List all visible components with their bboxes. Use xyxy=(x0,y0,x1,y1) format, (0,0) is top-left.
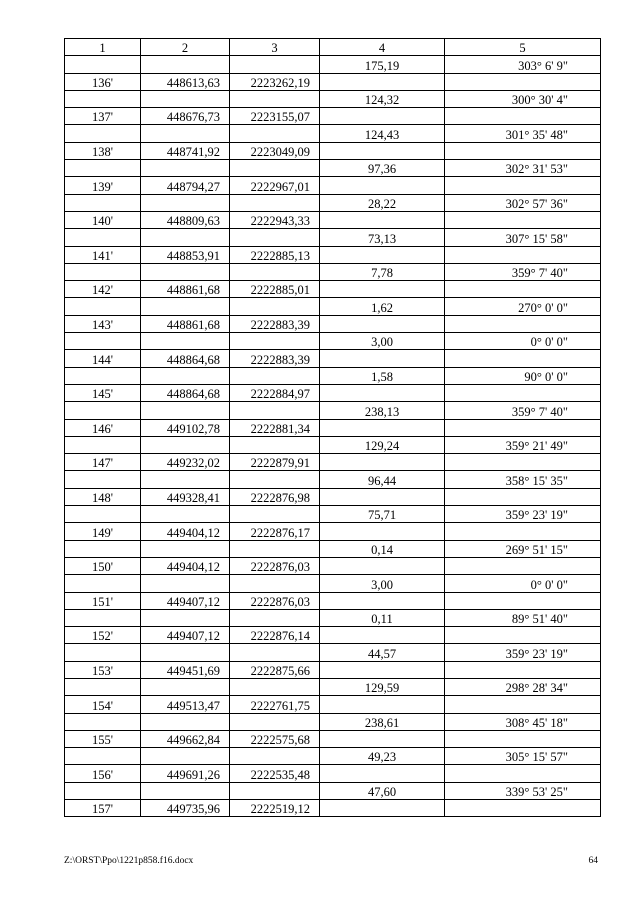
cell-x: 449407,12 xyxy=(141,627,230,644)
header-cell-point: 1 xyxy=(65,39,141,56)
cell-y xyxy=(230,194,320,211)
cell-point xyxy=(65,644,141,661)
cell-point: 155' xyxy=(65,730,141,747)
table-row xyxy=(65,575,601,592)
table-row xyxy=(65,211,601,228)
cell-point: 137' xyxy=(65,108,141,125)
table-row xyxy=(65,488,601,505)
cell-y: 2222883,39 xyxy=(230,350,320,367)
cell-point xyxy=(65,402,141,419)
table-row xyxy=(65,713,601,730)
cell-point xyxy=(65,90,141,107)
cell-x xyxy=(141,125,230,142)
cell-bearing xyxy=(445,108,601,125)
cell-x: 449735,96 xyxy=(141,800,230,817)
cell-x xyxy=(141,540,230,557)
cell-point xyxy=(65,333,141,350)
cell-distance xyxy=(320,177,445,194)
cell-y: 2223049,09 xyxy=(230,142,320,159)
cell-y xyxy=(230,782,320,799)
cell-distance xyxy=(320,592,445,609)
cell-x: 448676,73 xyxy=(141,108,230,125)
cell-x: 448864,68 xyxy=(141,350,230,367)
cell-y: 2223155,07 xyxy=(230,108,320,125)
cell-y xyxy=(230,506,320,523)
cell-point: 139' xyxy=(65,177,141,194)
cell-point xyxy=(65,160,141,177)
cell-y xyxy=(230,367,320,384)
cell-point: 149' xyxy=(65,523,141,540)
cell-x: 448613,63 xyxy=(141,73,230,90)
cell-bearing: 308° 45' 18" xyxy=(445,713,601,730)
cell-x: 449451,69 xyxy=(141,661,230,678)
cell-bearing: 301° 35' 48" xyxy=(445,125,601,142)
cell-distance: 129,24 xyxy=(320,436,445,453)
cell-x: 449691,26 xyxy=(141,765,230,782)
table-row xyxy=(65,263,601,280)
cell-x xyxy=(141,263,230,280)
cell-bearing: 0° 0' 0" xyxy=(445,333,601,350)
table-row xyxy=(65,730,601,747)
cell-point: 157' xyxy=(65,800,141,817)
cell-distance: 1,58 xyxy=(320,367,445,384)
cell-distance: 238,13 xyxy=(320,402,445,419)
cell-point xyxy=(65,367,141,384)
cell-bearing xyxy=(445,730,601,747)
cell-y xyxy=(230,575,320,592)
table-row xyxy=(65,661,601,678)
cell-bearing xyxy=(445,627,601,644)
cell-distance: 44,57 xyxy=(320,644,445,661)
cell-x: 448861,68 xyxy=(141,281,230,298)
header-cell-bearing: 5 xyxy=(445,39,601,56)
table-row xyxy=(65,281,601,298)
table-row xyxy=(65,402,601,419)
cell-bearing xyxy=(445,73,601,90)
table-row xyxy=(65,436,601,453)
cell-y xyxy=(230,125,320,142)
cell-point: 138' xyxy=(65,142,141,159)
cell-distance xyxy=(320,627,445,644)
cell-x xyxy=(141,609,230,626)
cell-bearing: 269° 51' 15" xyxy=(445,540,601,557)
cell-point xyxy=(65,263,141,280)
cell-bearing: 307° 15' 58" xyxy=(445,229,601,246)
cell-distance xyxy=(320,765,445,782)
cell-x xyxy=(141,506,230,523)
cell-y: 2222885,13 xyxy=(230,246,320,263)
cell-y: 2222875,66 xyxy=(230,661,320,678)
table-row xyxy=(65,592,601,609)
cell-bearing: 359° 7' 40" xyxy=(445,263,601,280)
table-row xyxy=(65,748,601,765)
cell-distance xyxy=(320,73,445,90)
table-row xyxy=(65,782,601,799)
table-row xyxy=(65,384,601,401)
cell-x xyxy=(141,402,230,419)
cell-x xyxy=(141,575,230,592)
table-row xyxy=(65,627,601,644)
cell-bearing xyxy=(445,419,601,436)
cell-distance: 1,62 xyxy=(320,298,445,315)
cell-bearing xyxy=(445,557,601,574)
table-row xyxy=(65,471,601,488)
cell-y xyxy=(230,56,320,73)
cell-x xyxy=(141,782,230,799)
table-row xyxy=(65,765,601,782)
cell-point: 148' xyxy=(65,488,141,505)
cell-point: 150' xyxy=(65,557,141,574)
cell-point xyxy=(65,575,141,592)
cell-bearing: 303° 6' 9" xyxy=(445,56,601,73)
table-row xyxy=(65,108,601,125)
cell-distance: 129,59 xyxy=(320,678,445,695)
cell-bearing xyxy=(445,696,601,713)
cell-point xyxy=(65,436,141,453)
cell-y: 2222881,34 xyxy=(230,419,320,436)
cell-x: 449662,84 xyxy=(141,730,230,747)
cell-bearing: 89° 51' 40" xyxy=(445,609,601,626)
cell-x xyxy=(141,194,230,211)
table-row xyxy=(65,367,601,384)
cell-distance: 7,78 xyxy=(320,263,445,280)
cell-y xyxy=(230,298,320,315)
cell-x: 449513,47 xyxy=(141,696,230,713)
cell-distance xyxy=(320,661,445,678)
cell-x: 448861,68 xyxy=(141,315,230,332)
cell-x xyxy=(141,471,230,488)
table-row xyxy=(65,696,601,713)
cell-point xyxy=(65,748,141,765)
cell-distance: 175,19 xyxy=(320,56,445,73)
cell-y: 2222885,01 xyxy=(230,281,320,298)
cell-distance: 3,00 xyxy=(320,575,445,592)
cell-distance: 97,36 xyxy=(320,160,445,177)
cell-y xyxy=(230,540,320,557)
cell-x xyxy=(141,436,230,453)
cell-x xyxy=(141,56,230,73)
cell-y xyxy=(230,748,320,765)
cell-point xyxy=(65,56,141,73)
cell-distance xyxy=(320,419,445,436)
table-row xyxy=(65,523,601,540)
cell-y: 2222876,03 xyxy=(230,592,320,609)
cell-point: 144' xyxy=(65,350,141,367)
cell-y xyxy=(230,713,320,730)
cell-point: 140' xyxy=(65,211,141,228)
footer-file-path: Z:\ORST\Ppo\1221p858.f16.docx xyxy=(64,856,194,866)
cell-distance xyxy=(320,800,445,817)
cell-bearing xyxy=(445,315,601,332)
cell-y: 2222943,33 xyxy=(230,211,320,228)
cell-distance: 0,11 xyxy=(320,609,445,626)
cell-distance: 3,00 xyxy=(320,333,445,350)
cell-point xyxy=(65,194,141,211)
cell-bearing xyxy=(445,592,601,609)
cell-x: 449232,02 xyxy=(141,454,230,471)
table-body xyxy=(65,56,601,817)
cell-bearing xyxy=(445,177,601,194)
cell-distance: 75,71 xyxy=(320,506,445,523)
cell-y: 2222876,03 xyxy=(230,557,320,574)
cell-distance xyxy=(320,696,445,713)
cell-point xyxy=(65,678,141,695)
cell-y xyxy=(230,263,320,280)
cell-distance xyxy=(320,488,445,505)
cell-y: 2222883,39 xyxy=(230,315,320,332)
cell-y: 2222876,14 xyxy=(230,627,320,644)
page-number: 64 xyxy=(588,856,598,866)
cell-distance xyxy=(320,454,445,471)
table-row xyxy=(65,350,601,367)
cell-distance xyxy=(320,142,445,159)
cell-distance xyxy=(320,315,445,332)
cell-distance: 238,61 xyxy=(320,713,445,730)
cell-distance xyxy=(320,108,445,125)
cell-y xyxy=(230,678,320,695)
cell-bearing: 359° 23' 19" xyxy=(445,644,601,661)
cell-distance: 124,43 xyxy=(320,125,445,142)
cell-y: 2222876,17 xyxy=(230,523,320,540)
table-row xyxy=(65,506,601,523)
cell-point: 147' xyxy=(65,454,141,471)
cell-x xyxy=(141,748,230,765)
cell-point: 152' xyxy=(65,627,141,644)
cell-x: 448853,91 xyxy=(141,246,230,263)
cell-distance: 73,13 xyxy=(320,229,445,246)
table-row xyxy=(65,454,601,471)
cell-bearing: 302° 31' 53" xyxy=(445,160,601,177)
cell-point xyxy=(65,471,141,488)
table-row xyxy=(65,419,601,436)
cell-y: 2222876,98 xyxy=(230,488,320,505)
cell-x: 449407,12 xyxy=(141,592,230,609)
cell-x xyxy=(141,713,230,730)
cell-point: 154' xyxy=(65,696,141,713)
cell-x: 449404,12 xyxy=(141,557,230,574)
cell-y xyxy=(230,402,320,419)
cell-bearing xyxy=(445,350,601,367)
cell-point xyxy=(65,713,141,730)
cell-distance xyxy=(320,211,445,228)
cell-bearing: 0° 0' 0" xyxy=(445,575,601,592)
cell-x: 448809,63 xyxy=(141,211,230,228)
cell-point xyxy=(65,540,141,557)
cell-x: 449102,78 xyxy=(141,419,230,436)
cell-point xyxy=(65,609,141,626)
table-row xyxy=(65,160,601,177)
cell-x xyxy=(141,229,230,246)
table-row xyxy=(65,298,601,315)
cell-x xyxy=(141,90,230,107)
cell-distance: 0,14 xyxy=(320,540,445,557)
table-row xyxy=(65,557,601,574)
cell-point xyxy=(65,229,141,246)
cell-distance: 28,22 xyxy=(320,194,445,211)
cell-bearing xyxy=(445,661,601,678)
table-row xyxy=(65,56,601,73)
cell-bearing: 300° 30' 4" xyxy=(445,90,601,107)
cell-distance xyxy=(320,246,445,263)
cell-y xyxy=(230,471,320,488)
coordinates-table xyxy=(64,38,601,817)
cell-distance xyxy=(320,523,445,540)
cell-y xyxy=(230,160,320,177)
cell-x: 449404,12 xyxy=(141,523,230,540)
cell-bearing: 358° 15' 35" xyxy=(445,471,601,488)
cell-bearing: 359° 7' 40" xyxy=(445,402,601,419)
table-row xyxy=(65,800,601,817)
table-row xyxy=(65,315,601,332)
cell-bearing xyxy=(445,488,601,505)
cell-point xyxy=(65,125,141,142)
table-header-row xyxy=(65,39,601,56)
table-row xyxy=(65,540,601,557)
cell-bearing: 305° 15' 57" xyxy=(445,748,601,765)
cell-bearing xyxy=(445,523,601,540)
cell-x xyxy=(141,333,230,350)
header-cell-distance: 4 xyxy=(320,39,445,56)
cell-point xyxy=(65,298,141,315)
table-row xyxy=(65,678,601,695)
table-row xyxy=(65,142,601,159)
cell-y: 2222575,68 xyxy=(230,730,320,747)
cell-y: 2222519,12 xyxy=(230,800,320,817)
cell-distance: 47,60 xyxy=(320,782,445,799)
cell-y: 2222884,97 xyxy=(230,384,320,401)
table-row xyxy=(65,333,601,350)
table-row xyxy=(65,229,601,246)
cell-bearing xyxy=(445,765,601,782)
table-row xyxy=(65,194,601,211)
cell-point xyxy=(65,506,141,523)
cell-distance xyxy=(320,384,445,401)
cell-y xyxy=(230,609,320,626)
cell-x xyxy=(141,298,230,315)
cell-distance: 49,23 xyxy=(320,748,445,765)
cell-distance xyxy=(320,281,445,298)
cell-bearing xyxy=(445,246,601,263)
cell-point: 142' xyxy=(65,281,141,298)
cell-point: 143' xyxy=(65,315,141,332)
cell-y xyxy=(230,90,320,107)
cell-distance xyxy=(320,730,445,747)
cell-bearing: 270° 0' 0" xyxy=(445,298,601,315)
cell-x: 448864,68 xyxy=(141,384,230,401)
cell-point xyxy=(65,782,141,799)
cell-bearing: 359° 21' 49" xyxy=(445,436,601,453)
cell-point: 146' xyxy=(65,419,141,436)
cell-x xyxy=(141,678,230,695)
cell-point: 136' xyxy=(65,73,141,90)
cell-bearing xyxy=(445,800,601,817)
cell-x: 449328,41 xyxy=(141,488,230,505)
cell-point: 141' xyxy=(65,246,141,263)
cell-point: 145' xyxy=(65,384,141,401)
table-row xyxy=(65,644,601,661)
cell-bearing: 90° 0' 0" xyxy=(445,367,601,384)
cell-bearing: 339° 53' 25" xyxy=(445,782,601,799)
cell-point: 156' xyxy=(65,765,141,782)
cell-bearing xyxy=(445,281,601,298)
table-row xyxy=(65,90,601,107)
cell-bearing xyxy=(445,142,601,159)
cell-bearing: 298° 28' 34" xyxy=(445,678,601,695)
cell-y: 2222879,91 xyxy=(230,454,320,471)
cell-x xyxy=(141,160,230,177)
cell-point: 151' xyxy=(65,592,141,609)
cell-point: 153' xyxy=(65,661,141,678)
cell-distance xyxy=(320,557,445,574)
header-cell-x: 2 xyxy=(141,39,230,56)
cell-y: 2222535,48 xyxy=(230,765,320,782)
cell-x: 448794,27 xyxy=(141,177,230,194)
cell-x xyxy=(141,367,230,384)
cell-distance: 96,44 xyxy=(320,471,445,488)
cell-y xyxy=(230,644,320,661)
cell-y xyxy=(230,436,320,453)
cell-y: 2222967,01 xyxy=(230,177,320,194)
cell-y xyxy=(230,229,320,246)
table-row xyxy=(65,125,601,142)
cell-x xyxy=(141,644,230,661)
table-row xyxy=(65,609,601,626)
cell-y: 2222761,75 xyxy=(230,696,320,713)
cell-y: 2223262,19 xyxy=(230,73,320,90)
cell-distance: 124,32 xyxy=(320,90,445,107)
cell-bearing xyxy=(445,211,601,228)
cell-x: 448741,92 xyxy=(141,142,230,159)
cell-distance xyxy=(320,350,445,367)
cell-bearing xyxy=(445,384,601,401)
table-row xyxy=(65,73,601,90)
header-cell-y: 3 xyxy=(230,39,320,56)
table-row xyxy=(65,177,601,194)
cell-bearing xyxy=(445,454,601,471)
cell-bearing: 302° 57' 36" xyxy=(445,194,601,211)
table-row xyxy=(65,246,601,263)
cell-bearing: 359° 23' 19" xyxy=(445,506,601,523)
cell-y xyxy=(230,333,320,350)
